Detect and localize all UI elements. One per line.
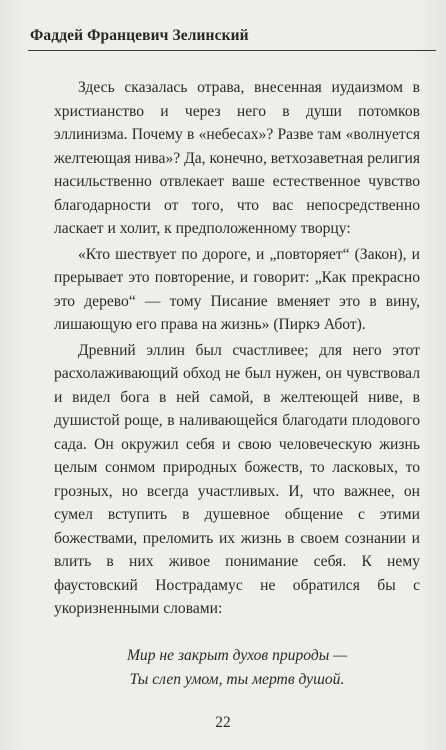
header-rule [28,50,436,51]
running-header: Фаддей Францевич Зелинский [30,27,249,44]
page-number: 22 [215,714,231,731]
verse-line-1: Мир не закрыт духов природы — [126,647,348,664]
paragraph-3: Древний эллин был счастливее; для него этот расхолаживающий обход не был нужен, он чувствовал и видел бога в ней самой, в желтеющей ниве, в душистой роще, в наливающейся благодати плодового сада. Он окружил себя и свою человеческую жизнь целым сонмом природных божеств, то ласковых, то грозных, но всегда участливых. И, что важнее, он сумел вступить в душевное общение с этими божествами, преломить их жизнь в своем сознании и влить в них живое понимание себя. К нему фаустовский Нострадамус не обратился бы с укоризненными словами: [54,341,420,617]
verse-quote [54,644,420,691]
verse-line-2: Ты слеп умом, ты мертв душой. [129,670,345,688]
body-text [54,76,420,621]
paragraph-2-quote: «Кто шествует по дороге, и „повторяет“ (Закон), и прерывает это повторение, и говорит: „Как прекрасно это дерево“ — тому Писание вменяет это в вину, лишающую его права на жизнь» (Пиркэ Абот). [54,245,420,333]
paragraph-1: Здесь сказалась отрава, внесенная иудаизмом в христианство и через него в души потомков эллинизма. Почему в «небесах»? Разве там «волнуется желтеющая нива»? Да, конечно, ветхозаветная религия насильственно отвлекает ваше естественное чувство благодарности от того, что вас непосредственно ласкает и холит, к предположенному творцу: [54,79,420,237]
